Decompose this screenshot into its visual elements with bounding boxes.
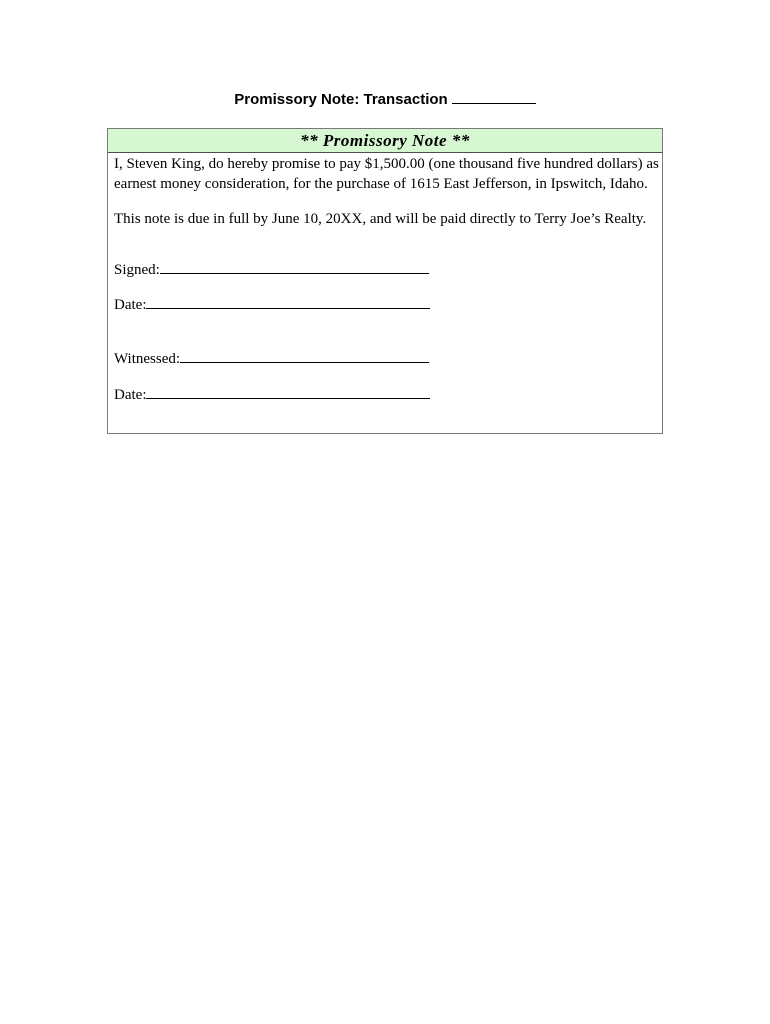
page-title	[0, 91, 770, 108]
date-field-2[interactable]	[146, 384, 430, 399]
witnessed-field[interactable]	[180, 348, 429, 363]
page-title-text: Promissory Note: Transaction	[234, 91, 448, 108]
note-paragraph-due: This note is due in full by June 10, 20XX, and will be paid directly to Terry Joe’s Realty.	[114, 211, 647, 227]
signed-label: Signed:	[114, 262, 160, 278]
witnessed-row	[114, 348, 429, 369]
signed-row	[114, 259, 429, 280]
note-body	[108, 154, 662, 229]
date-row-2	[114, 384, 430, 405]
signed-field[interactable]	[160, 259, 429, 274]
note-header: ** Promissory Note **	[108, 129, 662, 153]
note-paragraph-terms: I, Steven King, do hereby promise to pay $1,500.00 (one thousand five hundred dollars) as earnest money consideration, for the purchase of 1615 East Jefferson, in Ipswitch, Idaho.	[114, 156, 659, 192]
date-row-1	[114, 294, 430, 315]
date-field-1[interactable]	[146, 294, 430, 309]
date-label-1: Date:	[114, 297, 147, 313]
date-label-2: Date:	[114, 387, 147, 403]
promissory-note-box	[107, 128, 663, 434]
witnessed-label: Witnessed:	[114, 351, 181, 367]
transaction-blank-line[interactable]	[452, 91, 536, 104]
